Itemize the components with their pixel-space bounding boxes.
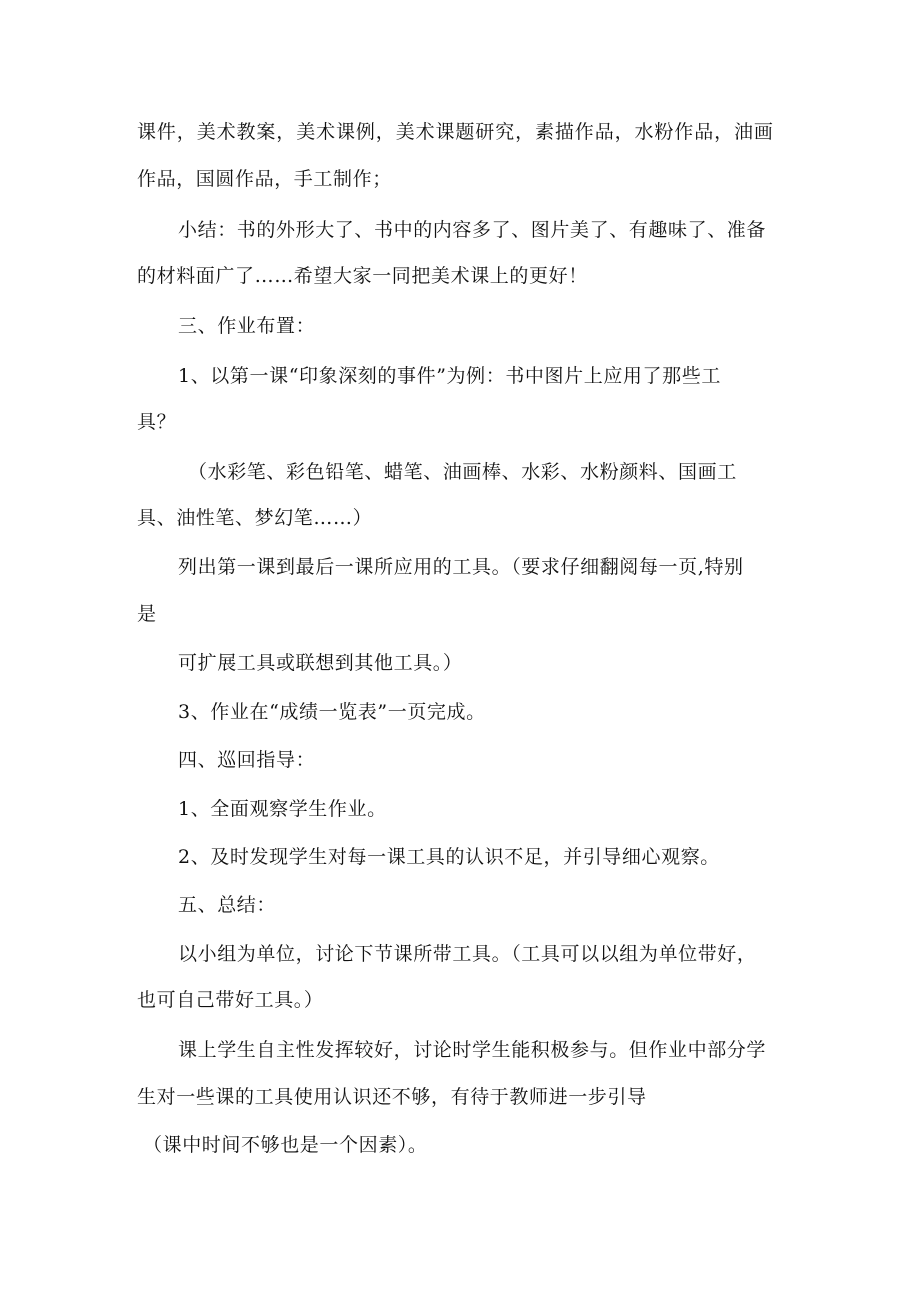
section-heading: 四、巡回指导： (178, 749, 316, 771)
text-line: 3、作业在“成绩一览表”一页完成。 (178, 701, 486, 723)
text-line: （课中时间不够也是一个因素）。 (143, 1134, 428, 1156)
text-line: 课件，美术教案，美术课例，美术课题研究，素描作品，水粉作品，油画 (137, 121, 774, 143)
text-line: 2、及时发现学生对每一课工具的认识不足，并引导细心观察。 (178, 846, 720, 868)
text-line: 以小组为单位，讨论下节课所带工具。（工具可以以组为单位带好， (178, 943, 757, 965)
text-line: 的材料面广了……希望大家一同把美术课上的更好！ (137, 265, 588, 287)
text-line: （水彩笔、彩色铅笔、蜡笔、油画棒、水彩、水粉颜料、国画工 (188, 461, 737, 483)
text-line: 生对一些课的工具使用认识还不够，有待于教师进一步引导 (137, 1086, 647, 1108)
text-line: 1、全面观察学生作业。 (178, 798, 387, 820)
text-line: 可扩展工具或联想到其他工具。） (178, 652, 463, 674)
text-line: 小结：书的外形大了、书中的内容多了、图片美了、有趣味了、准备 (178, 219, 767, 241)
text-line: 课上学生自主性发挥较好，讨论时学生能积极参与。但作业中部分学 (178, 1039, 767, 1061)
text-line: 1、以第一课“印象深刻的事件”为例：书中图片上应用了那些工 (178, 365, 721, 387)
text-line: 作品，国圆作品，手工制作； (137, 168, 392, 190)
section-heading: 五、总结： (178, 894, 277, 916)
text-line: 是 (137, 603, 157, 625)
text-line: 具？ (137, 411, 177, 433)
text-line: 也可自己带好工具。） (137, 989, 324, 1011)
section-heading: 三、作业布置： (178, 315, 316, 337)
text-line: 列出第一课到最后一课所应用的工具。（要求仔细翻阅每一页,特别 (178, 556, 744, 578)
text-line: 具、油性笔、梦幻笔……） (137, 507, 373, 529)
